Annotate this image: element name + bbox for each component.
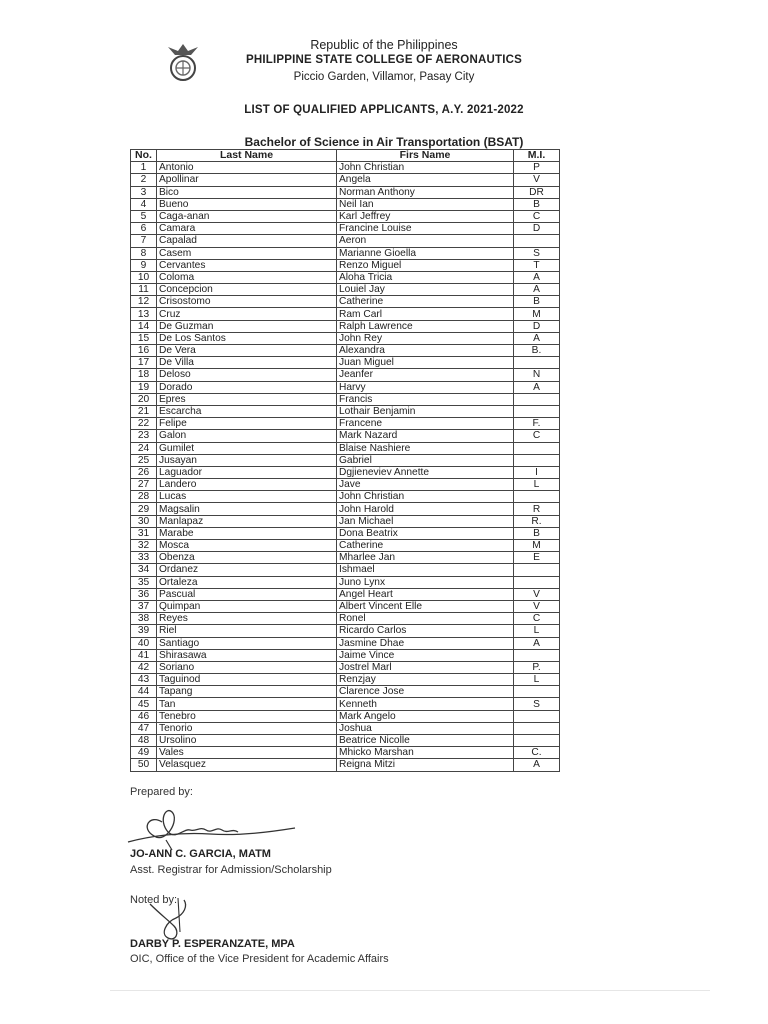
cell-middle-initial — [514, 393, 560, 405]
cell-middle-initial: B — [514, 198, 560, 210]
cell-first-name: Alexandra — [337, 345, 514, 357]
table-row — [131, 247, 560, 259]
header-first-name: Firs Name — [337, 150, 514, 162]
cell-first-name: Marianne Gioella — [337, 247, 514, 259]
table-row — [131, 223, 560, 235]
cell-no: 41 — [131, 649, 157, 661]
cell-middle-initial: DR — [514, 186, 560, 198]
table-row — [131, 479, 560, 491]
applicants-table — [130, 149, 560, 772]
cell-first-name: Kenneth — [337, 698, 514, 710]
cell-first-name: Jasmine Dhae — [337, 637, 514, 649]
college-seal-icon — [164, 38, 202, 84]
cell-no: 28 — [131, 491, 157, 503]
cell-no: 14 — [131, 320, 157, 332]
table-row — [131, 345, 560, 357]
cell-no: 31 — [131, 527, 157, 539]
cell-last-name: Tenorio — [157, 722, 337, 734]
cell-middle-initial: C — [514, 210, 560, 222]
table-row — [131, 564, 560, 576]
cell-last-name: Mosca — [157, 540, 337, 552]
cell-last-name: Manlapaz — [157, 515, 337, 527]
table-row — [131, 284, 560, 296]
cell-last-name: De Villa — [157, 357, 337, 369]
cell-no: 21 — [131, 405, 157, 417]
cell-middle-initial — [514, 357, 560, 369]
cell-first-name: Catherine — [337, 296, 514, 308]
cell-last-name: Cervantes — [157, 259, 337, 271]
table-row — [131, 527, 560, 539]
cell-last-name: Ortaleza — [157, 576, 337, 588]
cell-first-name: John Harold — [337, 503, 514, 515]
table-row — [131, 625, 560, 637]
cell-no: 7 — [131, 235, 157, 247]
table-row — [131, 600, 560, 612]
cell-middle-initial — [514, 576, 560, 588]
cell-last-name: Escarcha — [157, 405, 337, 417]
table-row — [131, 442, 560, 454]
cell-first-name: Juno Lynx — [337, 576, 514, 588]
cell-no: 45 — [131, 698, 157, 710]
table-row — [131, 308, 560, 320]
header-last-name: Last Name — [157, 150, 337, 162]
cell-middle-initial — [514, 735, 560, 747]
table-row — [131, 466, 560, 478]
table-row — [131, 296, 560, 308]
cell-no: 11 — [131, 284, 157, 296]
cell-first-name: Beatrice Nicolle — [337, 735, 514, 747]
table-row — [131, 491, 560, 503]
cell-last-name: Jusayan — [157, 454, 337, 466]
cell-middle-initial: S — [514, 698, 560, 710]
cell-middle-initial — [514, 710, 560, 722]
cell-first-name: Albert Vincent Elle — [337, 600, 514, 612]
prepared-by-name: JO-ANN C. GARCIA, MATM — [130, 848, 271, 860]
cell-middle-initial: B — [514, 296, 560, 308]
cell-last-name: Tapang — [157, 686, 337, 698]
school-address: Piccio Garden, Villamor, Pasay City — [293, 71, 475, 83]
table-row — [131, 515, 560, 527]
table-row — [131, 332, 560, 344]
cell-last-name: Ordanez — [157, 564, 337, 576]
prepared-by-title: Asst. Registrar for Admission/Scholarship — [130, 864, 332, 876]
table-row — [131, 235, 560, 247]
cell-first-name: Jeanfer — [337, 369, 514, 381]
cell-no: 44 — [131, 686, 157, 698]
cell-middle-initial: L — [514, 479, 560, 491]
cell-middle-initial — [514, 686, 560, 698]
noted-by-name: DARBY P. ESPERANZATE, MPA — [130, 938, 295, 950]
cell-no: 50 — [131, 759, 157, 771]
table-row — [131, 588, 560, 600]
table-row — [131, 576, 560, 588]
cell-last-name: Felipe — [157, 418, 337, 430]
cell-first-name: Ralph Lawrence — [337, 320, 514, 332]
cell-first-name: Ram Carl — [337, 308, 514, 320]
cell-last-name: Santiago — [157, 637, 337, 649]
cell-middle-initial: S — [514, 247, 560, 259]
cell-middle-initial: A — [514, 271, 560, 283]
cell-no: 23 — [131, 430, 157, 442]
table-row — [131, 661, 560, 673]
cell-middle-initial — [514, 722, 560, 734]
cell-last-name: Laguador — [157, 466, 337, 478]
cell-first-name: Aeron — [337, 235, 514, 247]
cell-first-name: Gabriel — [337, 454, 514, 466]
table-row — [131, 271, 560, 283]
cell-no: 40 — [131, 637, 157, 649]
table-row — [131, 381, 560, 393]
cell-last-name: Riel — [157, 625, 337, 637]
cell-last-name: Camara — [157, 223, 337, 235]
cell-no: 20 — [131, 393, 157, 405]
cell-last-name: Lucas — [157, 491, 337, 503]
cell-first-name: Juan Miguel — [337, 357, 514, 369]
table-row — [131, 674, 560, 686]
table-row — [131, 320, 560, 332]
cell-middle-initial: M — [514, 540, 560, 552]
cell-first-name: Dgjieneviev Annette — [337, 466, 514, 478]
cell-middle-initial — [514, 649, 560, 661]
cell-middle-initial: P — [514, 162, 560, 174]
republic-line: Republic of the Philippines — [310, 38, 458, 52]
cell-middle-initial: C. — [514, 747, 560, 759]
document-header — [0, 36, 768, 92]
cell-middle-initial: V — [514, 600, 560, 612]
cell-middle-initial: B — [514, 527, 560, 539]
cell-no: 9 — [131, 259, 157, 271]
cell-first-name: Lothair Benjamin — [337, 405, 514, 417]
cell-first-name: Harvy — [337, 381, 514, 393]
cell-middle-initial: C — [514, 613, 560, 625]
cell-first-name: Ricardo Carlos — [337, 625, 514, 637]
header-no: No. — [131, 150, 157, 162]
cell-middle-initial: F. — [514, 418, 560, 430]
table-row — [131, 405, 560, 417]
prepared-by-signature — [120, 802, 300, 852]
cell-middle-initial: I — [514, 466, 560, 478]
cell-no: 16 — [131, 345, 157, 357]
cell-first-name: Catherine — [337, 540, 514, 552]
cell-middle-initial: P. — [514, 661, 560, 673]
cell-no: 1 — [131, 162, 157, 174]
cell-middle-initial: V — [514, 174, 560, 186]
cell-last-name: Galon — [157, 430, 337, 442]
cell-middle-initial: V — [514, 588, 560, 600]
table-row — [131, 198, 560, 210]
cell-middle-initial: A — [514, 381, 560, 393]
cell-no: 38 — [131, 613, 157, 625]
cell-no: 33 — [131, 552, 157, 564]
table-row — [131, 722, 560, 734]
table-row — [131, 454, 560, 466]
list-title: LIST OF QUALIFIED APPLICANTS, A.Y. 2021-2022 — [244, 104, 524, 116]
cell-no: 17 — [131, 357, 157, 369]
cell-last-name: Epres — [157, 393, 337, 405]
cell-no: 15 — [131, 332, 157, 344]
cell-no: 34 — [131, 564, 157, 576]
cell-no: 39 — [131, 625, 157, 637]
cell-middle-initial: B. — [514, 345, 560, 357]
cell-first-name: Angela — [337, 174, 514, 186]
cell-last-name: Tan — [157, 698, 337, 710]
cell-no: 35 — [131, 576, 157, 588]
cell-middle-initial — [514, 491, 560, 503]
cell-first-name: Francene — [337, 418, 514, 430]
cell-no: 10 — [131, 271, 157, 283]
cell-last-name: De Guzman — [157, 320, 337, 332]
table-row — [131, 637, 560, 649]
cell-middle-initial — [514, 454, 560, 466]
cell-middle-initial: A — [514, 759, 560, 771]
cell-first-name: Norman Anthony — [337, 186, 514, 198]
cell-last-name: Obenza — [157, 552, 337, 564]
cell-first-name: John Christian — [337, 491, 514, 503]
cell-last-name: Cruz — [157, 308, 337, 320]
cell-middle-initial: R — [514, 503, 560, 515]
table-row — [131, 162, 560, 174]
cell-no: 12 — [131, 296, 157, 308]
cell-last-name: Apollinar — [157, 174, 337, 186]
cell-last-name: Dorado — [157, 381, 337, 393]
cell-middle-initial: T — [514, 259, 560, 271]
table-header-row — [131, 150, 560, 162]
cell-no: 2 — [131, 174, 157, 186]
cell-no: 5 — [131, 210, 157, 222]
cell-first-name: Jaime Vince — [337, 649, 514, 661]
table-row — [131, 418, 560, 430]
cell-middle-initial: R. — [514, 515, 560, 527]
cell-last-name: Tenebro — [157, 710, 337, 722]
table-row — [131, 430, 560, 442]
cell-last-name: Taguinod — [157, 674, 337, 686]
cell-middle-initial: L — [514, 625, 560, 637]
table-row — [131, 259, 560, 271]
cell-last-name: Deloso — [157, 369, 337, 381]
cell-middle-initial — [514, 405, 560, 417]
cell-last-name: Landero — [157, 479, 337, 491]
cell-no: 43 — [131, 674, 157, 686]
cell-first-name: Renzjay — [337, 674, 514, 686]
table-row — [131, 710, 560, 722]
cell-last-name: Bueno — [157, 198, 337, 210]
cell-middle-initial — [514, 442, 560, 454]
cell-last-name: De Los Santos — [157, 332, 337, 344]
cell-no: 19 — [131, 381, 157, 393]
cell-no: 3 — [131, 186, 157, 198]
cell-no: 8 — [131, 247, 157, 259]
cell-first-name: Francis — [337, 393, 514, 405]
table-row — [131, 747, 560, 759]
cell-no: 13 — [131, 308, 157, 320]
cell-first-name: Mharlee Jan — [337, 552, 514, 564]
cell-middle-initial — [514, 235, 560, 247]
table-row — [131, 698, 560, 710]
cell-last-name: Velasquez — [157, 759, 337, 771]
cell-middle-initial: A — [514, 332, 560, 344]
cell-no: 6 — [131, 223, 157, 235]
cell-no: 27 — [131, 479, 157, 491]
cell-first-name: Louiel Jay — [337, 284, 514, 296]
cell-first-name: John Christian — [337, 162, 514, 174]
cell-first-name: John Rey — [337, 332, 514, 344]
cell-first-name: Francine Louise — [337, 223, 514, 235]
cell-first-name: Dona Beatrix — [337, 527, 514, 539]
cell-last-name: Concepcion — [157, 284, 337, 296]
cell-first-name: Blaise Nashiere — [337, 442, 514, 454]
cell-last-name: Coloma — [157, 271, 337, 283]
cell-first-name: Mark Nazard — [337, 430, 514, 442]
cell-no: 25 — [131, 454, 157, 466]
cell-last-name: Reyes — [157, 613, 337, 625]
table-row — [131, 540, 560, 552]
cell-last-name: Gumilet — [157, 442, 337, 454]
cell-no: 29 — [131, 503, 157, 515]
school-name: PHILIPPINE STATE COLLEGE OF AERONAUTICS — [246, 54, 522, 66]
cell-last-name: De Vera — [157, 345, 337, 357]
table-row — [131, 503, 560, 515]
table-row — [131, 613, 560, 625]
cell-no: 42 — [131, 661, 157, 673]
cell-no: 18 — [131, 369, 157, 381]
cell-middle-initial: D — [514, 223, 560, 235]
cell-first-name: Jostrel Marl — [337, 661, 514, 673]
cell-first-name: Joshua — [337, 722, 514, 734]
table-row — [131, 393, 560, 405]
table-body — [131, 162, 560, 771]
cell-last-name: Antonio — [157, 162, 337, 174]
cell-no: 26 — [131, 466, 157, 478]
cell-no: 48 — [131, 735, 157, 747]
cell-no: 24 — [131, 442, 157, 454]
cell-no: 49 — [131, 747, 157, 759]
table-row — [131, 210, 560, 222]
cell-last-name: Marabe — [157, 527, 337, 539]
cell-middle-initial: C — [514, 430, 560, 442]
cell-last-name: Crisostomo — [157, 296, 337, 308]
cell-first-name: Renzo Miguel — [337, 259, 514, 271]
table-row — [131, 186, 560, 198]
cell-first-name: Angel Heart — [337, 588, 514, 600]
cell-first-name: Mark Angelo — [337, 710, 514, 722]
table-row — [131, 357, 560, 369]
cell-first-name: Jan Michael — [337, 515, 514, 527]
cell-last-name: Ursolino — [157, 735, 337, 747]
cell-last-name: Vales — [157, 747, 337, 759]
cell-last-name: Bico — [157, 186, 337, 198]
cell-middle-initial: N — [514, 369, 560, 381]
cell-first-name: Ishmael — [337, 564, 514, 576]
table-row — [131, 649, 560, 661]
cell-last-name: Casem — [157, 247, 337, 259]
prepared-by-label: Prepared by: — [130, 786, 193, 798]
cell-first-name: Karl Jeffrey — [337, 210, 514, 222]
cell-no: 22 — [131, 418, 157, 430]
cell-no: 30 — [131, 515, 157, 527]
cell-last-name: Shirasawa — [157, 649, 337, 661]
cell-first-name: Reigna Mitzi — [337, 759, 514, 771]
cell-no: 4 — [131, 198, 157, 210]
cell-last-name: Soriano — [157, 661, 337, 673]
cell-first-name: Jave — [337, 479, 514, 491]
table-row — [131, 759, 560, 771]
table-row — [131, 174, 560, 186]
cell-middle-initial: A — [514, 637, 560, 649]
table-row — [131, 735, 560, 747]
noted-by-title: OIC, Office of the Vice President for Academic Affairs — [130, 953, 389, 965]
table-row — [131, 369, 560, 381]
cell-no: 47 — [131, 722, 157, 734]
noted-by-label: Noted by: — [130, 894, 178, 906]
cell-first-name: Neil Ian — [337, 198, 514, 210]
cell-last-name: Magsalin — [157, 503, 337, 515]
cell-last-name: Caga-anan — [157, 210, 337, 222]
cell-first-name: Clarence Jose — [337, 686, 514, 698]
table-row — [131, 552, 560, 564]
cell-middle-initial: M — [514, 308, 560, 320]
cell-no: 32 — [131, 540, 157, 552]
cell-first-name: Ronel — [337, 613, 514, 625]
table-row — [131, 686, 560, 698]
header-middle-initial: M.I. — [514, 150, 560, 162]
cell-middle-initial: D — [514, 320, 560, 332]
cell-last-name: Capalad — [157, 235, 337, 247]
cell-middle-initial — [514, 564, 560, 576]
cell-middle-initial: A — [514, 284, 560, 296]
cell-last-name: Pascual — [157, 588, 337, 600]
cell-no: 46 — [131, 710, 157, 722]
page-bottom-rule — [110, 990, 710, 991]
cell-last-name: Quimpan — [157, 600, 337, 612]
program-title: Bachelor of Science in Air Transportation (BSAT) — [244, 135, 524, 149]
cell-no: 37 — [131, 600, 157, 612]
cell-no: 36 — [131, 588, 157, 600]
cell-first-name: Aloha Tricia — [337, 271, 514, 283]
cell-middle-initial: E — [514, 552, 560, 564]
cell-first-name: Mhicko Marshan — [337, 747, 514, 759]
cell-middle-initial: L — [514, 674, 560, 686]
